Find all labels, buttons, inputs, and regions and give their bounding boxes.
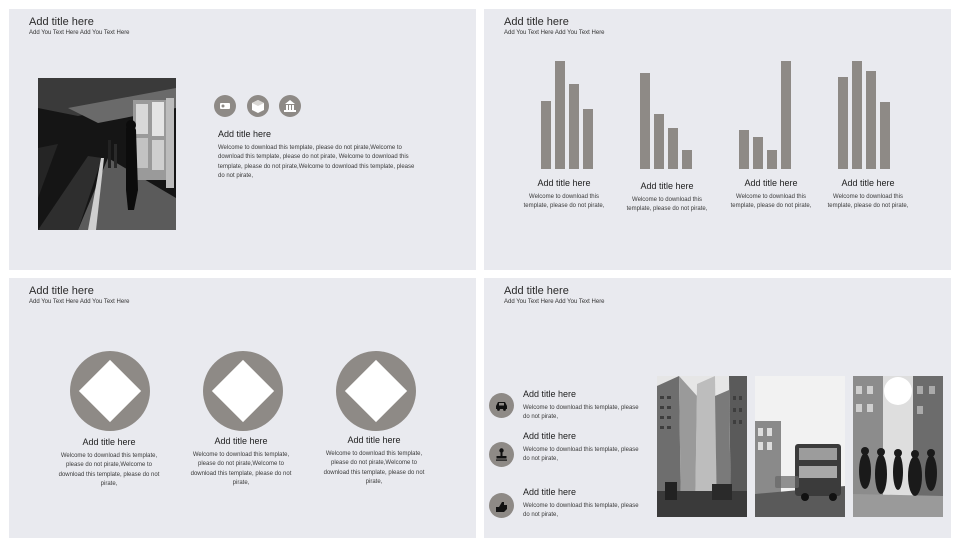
slide-subtitle: Add You Text Here Add You Text Here xyxy=(29,30,130,36)
group-body xyxy=(509,193,619,212)
item-body xyxy=(523,404,663,423)
skyscraper-photo xyxy=(657,376,747,517)
bar xyxy=(569,84,579,169)
body-line: template, please do not pirate, xyxy=(730,203,812,210)
body-line: pirate, xyxy=(100,481,118,488)
diamond-icon xyxy=(203,351,283,431)
body-line: Welcome to download this template, please xyxy=(523,405,639,411)
body-line: download this template, please do not pirate, Welcome to download this xyxy=(218,154,409,161)
slide-title: Add title here xyxy=(29,16,94,28)
bar xyxy=(555,61,565,169)
body-line: Welcome to download this template, please xyxy=(523,447,639,453)
body-line: do not pirate, xyxy=(218,173,254,180)
slide-1 xyxy=(9,9,476,270)
bus-photo xyxy=(755,376,845,517)
slide-subtitle: Add You Text Here Add You Text Here xyxy=(504,30,605,36)
body-line: please do not pirate,Welcome to xyxy=(66,462,152,469)
item-body xyxy=(53,452,165,490)
body-line: Welcome to download this template, xyxy=(60,453,158,459)
section-heading: Add title here xyxy=(218,129,272,139)
item-body xyxy=(318,450,430,488)
body-line: template, please do not pirate, xyxy=(626,206,708,213)
group-heading: Add title here xyxy=(744,178,798,188)
bar xyxy=(541,101,551,169)
car-icon xyxy=(489,393,514,418)
body-line: download this template, please do not xyxy=(58,471,160,478)
stamp-icon xyxy=(489,442,514,467)
body-line: Welcome to download this template, please xyxy=(523,503,639,509)
group-heading: Add title here xyxy=(841,178,895,188)
slide-title: Add title here xyxy=(504,16,569,28)
item-heading: Add title here xyxy=(82,437,136,447)
slide-3 xyxy=(9,278,476,538)
slide-2 xyxy=(484,9,951,270)
body-line: Welcome to download this xyxy=(736,194,806,200)
body-line: Welcome to download this template, xyxy=(325,451,423,457)
slide-subtitle: Add You Text Here Add You Text Here xyxy=(29,299,130,305)
item-body xyxy=(523,446,663,465)
group-heading: Add title here xyxy=(537,178,591,188)
bar xyxy=(781,61,791,169)
body-line: do not pirate, xyxy=(523,512,559,519)
bar xyxy=(668,128,678,169)
item-heading: Add title here xyxy=(214,436,268,446)
body-line: Welcome to download this xyxy=(529,194,599,200)
box-icon xyxy=(247,95,269,117)
body-line: template, please do not pirate, xyxy=(523,203,605,210)
item-heading: Add title here xyxy=(523,389,577,399)
body-line: pirate, xyxy=(232,480,250,487)
item-body xyxy=(185,451,297,489)
bar xyxy=(640,73,650,169)
slide-title: Add title here xyxy=(29,285,94,297)
building-icon xyxy=(279,95,301,117)
body-line: please do not pirate,Welcome to xyxy=(331,460,417,467)
item-heading: Add title here xyxy=(523,431,577,441)
body-line: Welcome to download this xyxy=(833,194,903,200)
bar xyxy=(583,109,593,169)
item-heading: Add title here xyxy=(347,435,401,445)
body-line: do not pirate, xyxy=(523,414,559,421)
body-line: Welcome to download this template, xyxy=(192,452,290,458)
bar xyxy=(753,137,763,169)
bar xyxy=(654,114,664,169)
group-heading: Add title here xyxy=(640,181,694,191)
diamond-icon xyxy=(336,351,416,431)
slide-title: Add title here xyxy=(504,285,569,297)
station-photo xyxy=(38,78,176,230)
body-line: template, please do not pirate, xyxy=(827,203,909,210)
bar xyxy=(866,71,876,169)
section-body xyxy=(218,144,438,182)
item-heading: Add title here xyxy=(523,487,577,497)
body-line: Welcome to download this template, please do not pirate,Welcome to xyxy=(218,145,402,151)
body-line: do not pirate, xyxy=(523,456,559,463)
bar xyxy=(838,77,848,169)
group-body xyxy=(612,196,722,215)
body-line: pirate, xyxy=(365,479,383,486)
body-line: download this template, please do not xyxy=(190,470,292,477)
group-body xyxy=(716,193,826,212)
bar xyxy=(852,61,862,169)
hand-icon xyxy=(489,493,514,518)
body-line: Welcome to download this xyxy=(632,197,702,203)
diamond-icon xyxy=(70,351,150,431)
badge-icon xyxy=(214,95,236,117)
body-line: please do not pirate,Welcome to xyxy=(198,461,284,468)
slide-subtitle: Add You Text Here Add You Text Here xyxy=(504,299,605,305)
bar xyxy=(739,130,749,169)
group-body xyxy=(813,193,923,212)
body-line: download this template, please do not xyxy=(323,469,425,476)
bar xyxy=(767,150,777,169)
bar xyxy=(880,102,890,169)
item-body xyxy=(523,502,663,521)
body-line: template, please do not pirate,Welcome to download this template, please xyxy=(218,163,415,170)
slide-4 xyxy=(484,278,951,538)
bar xyxy=(682,150,692,169)
street-crowd-photo xyxy=(853,376,943,517)
